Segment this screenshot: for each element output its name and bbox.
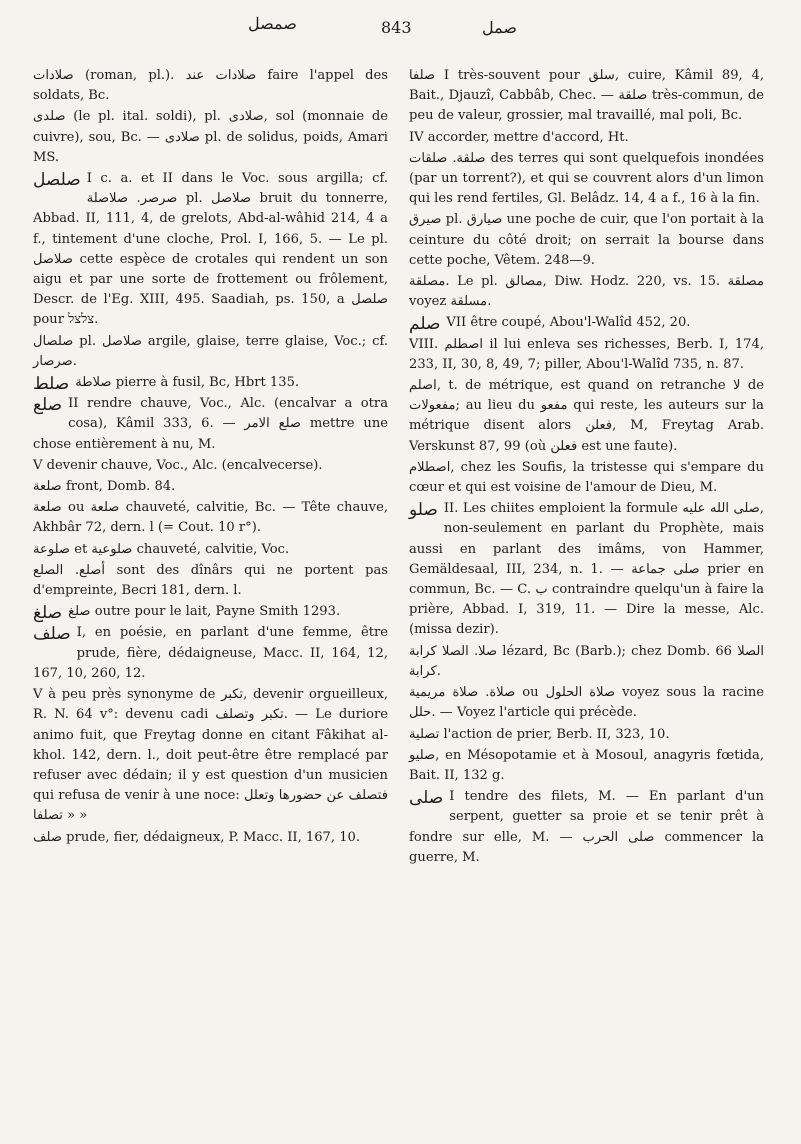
entry-text: صلف prude, fier, dédaigneux, P. Macc. II, 167, 10. (33, 829, 361, 845)
dictionary-entry (409, 787, 764, 868)
dictionary-entry (33, 623, 388, 684)
entry-text: صلادات (roman, pl.). صلادات عند faire l'appel des soldats, Bc. (33, 68, 388, 104)
entry-text: II rendre chauve, Voc., Alc. (encalvar a otra cosa), Kâmil 333, 6. — صلع الامر mettre une chose entièrement à nu, M. (33, 396, 389, 452)
dictionary-entry (409, 66, 764, 127)
entry-headword: صلى (409, 788, 444, 809)
entry-paragraph (33, 107, 388, 168)
dictionary-entry (33, 169, 388, 331)
dictionary-entry (33, 107, 388, 168)
dictionary-entry (409, 272, 764, 312)
running-head-first-word: صمصل (248, 14, 297, 33)
running-head-last-word: صمل (482, 18, 517, 37)
dictionary-entry (409, 128, 764, 148)
entry-paragraph (409, 66, 764, 127)
entry-text: I c. a. et II dans le Voc. sous argilla; cf. صرصر. صلاصلة pl. صلاصل bruit du tonnerre, Abbad. II, 111, 4, de grelots, Abd-al-wâhid 214, 4 a f., tintement d'une cloche, Prol. I, 166, 5. — Le pl. صلاصل cette espèce de crotales qui rendent un son aigu et par une sorte de frottement ou frôlement, Descr. de l'Eg. XIII, 495. Saadiah, ps. 150, a صلصل pour צלצל. (33, 171, 388, 328)
entry-headword: صلغ (33, 603, 63, 624)
dictionary-entry (33, 540, 388, 560)
entry-paragraph (409, 210, 764, 271)
dictionary-entry (409, 149, 764, 210)
entry-paragraph (409, 335, 764, 375)
entry-paragraph (33, 373, 388, 393)
left-column (33, 66, 388, 849)
dictionary-entry (409, 458, 764, 498)
entry-text: صلفا I très-souvent pour سلق, cuire, Kâmil 89, 4, Bait., Djauzî, Cabbâb, Chec. — صلقة très-commun, de peu de valeur, grossier, mal travaillé, mal poli, Bc. (409, 68, 764, 124)
dictionary-entry (33, 498, 388, 538)
entry-text: تصلية l'action de prier, Berb. II, 323, 10. (409, 726, 670, 742)
entry-text: اصطلام, chez les Soufis, la tristesse qui s'empare du cœur et qui est voisine de l'amour de Dieu, M. (409, 459, 764, 496)
dictionary-entry (33, 685, 388, 826)
entry-text: IV accorder, mettre d'accord, Ht. (409, 129, 629, 145)
entry-text: II. Les chiites emploient la formule صلى الله عليه, non-seulement en parlant du Prophète, mais aussi en parlant des imâms, von Hammer, Gemäldesaal, III, 234, n. 1. — صلى جماعة prier en commun, Bc. — C. ب contraindre quelqu'un à faire la prière, Abbad. I, 319, 11. — Dire la messe, Alc. (missa dezir). (409, 501, 765, 638)
entry-text: مصلقة. Le pl. مصالق, Diw. Hodz. 220, vs. 15. مصلقة voyez مسلقة. (409, 274, 765, 310)
dictionary-entry (409, 746, 764, 786)
entry-paragraph (33, 477, 388, 497)
entry-text: صلاة. صلاة مريمية ou صلاة الحلول voyez sous la racine حلل. — Voyez l'article qui précède. (409, 685, 765, 721)
entry-paragraph (33, 602, 388, 622)
dictionary-entry (409, 499, 764, 640)
entry-text: صلعة ou صلعة chauveté, calvitie, Bc. — Tête chauve, Akhbâr 72, dern. l (= Cout. 10 r°). (33, 500, 388, 536)
entry-paragraph (409, 376, 764, 457)
entry-headword: صلط (33, 374, 70, 395)
entry-text: صلغ outre pour le lait, Payne Smith 1293. (68, 604, 341, 620)
entry-text: صليو, en Mésopotamie et à Mosoul, anagyris fœtida, Bait. II, 132 g. (409, 747, 764, 783)
entry-text: صلوعة et صلوعية chauveté, calvitie, Voc. (33, 541, 290, 557)
entry-text: صلصال pl. صلاصل argile, glaise, terre glaise, Voc.; cf. صرصار. (33, 333, 388, 369)
entry-paragraph (33, 561, 388, 601)
entry-text: أصلع. الصلع sont des dînârs qui ne portent pas d'empreinte, Becri 181, dern. l. (33, 562, 388, 599)
entry-text: VIII. اصطلم il lui enleva ses richesses, Berb. I, 174, 233, II, 30, 8, 49, 7; piller, Abou'l-Walîd 735, n. 87. (409, 336, 764, 372)
running-head (0, 14, 801, 44)
entry-paragraph (33, 66, 388, 106)
entry-headword: صلف (33, 624, 71, 645)
entry-paragraph (33, 498, 388, 538)
entry-paragraph (409, 128, 764, 148)
entry-text: صلعة front, Domb. 84. (33, 479, 176, 495)
dictionary-entry (33, 394, 388, 455)
entry-paragraph (33, 623, 388, 684)
right-column (409, 66, 764, 869)
entry-paragraph (33, 540, 388, 560)
entry-headword: صلم (409, 314, 441, 335)
entry-paragraph (409, 642, 764, 682)
entry-text: V devenir chauve, Voc., Alc. (encalvecerse). (33, 457, 323, 473)
entry-text: صلقة. صلقات des terres qui sont quelquefois inondées (par un torrent?), et qui se couvrent alors d'un limon qui les rend fertiles, Gl. Belâdz. 14, 4 a f., 16 à la fin. (409, 150, 764, 207)
entry-paragraph (33, 685, 388, 826)
entry-paragraph (409, 746, 764, 786)
entry-text: صلا. الصلا كرابة lézard, Bc (Barb.); chez Domb. 66 الصلا كرابة. (409, 643, 765, 679)
dictionary-entry (409, 313, 764, 333)
entry-headword: صلو (409, 500, 438, 521)
entry-paragraph (409, 499, 764, 640)
dictionary-entry (33, 456, 388, 476)
entry-paragraph (33, 394, 388, 455)
dictionary-entry (409, 683, 764, 723)
entry-paragraph (409, 272, 764, 312)
entry-text: صيرق pl. صيارق une poche de cuir, que l'on portait à la ceinture du côté droit; on serrait la bourse dans cette poche, Vêtem. 248—9. (409, 212, 765, 268)
entry-paragraph (409, 683, 764, 723)
dictionary-entry (409, 335, 764, 375)
dictionary-entry (33, 477, 388, 497)
dictionary-entry (409, 725, 764, 745)
page-number: 843 (381, 18, 412, 37)
entry-paragraph (33, 828, 388, 848)
entry-text: صلاطة pierre à fusil, Bc, Hbrt 135. (75, 375, 300, 391)
dictionary-entry (33, 602, 388, 622)
entry-headword: صلع (33, 395, 63, 416)
dictionary-entry (409, 642, 764, 682)
dictionary-entry (33, 828, 388, 848)
entry-text: I tendre des filets, M. — En parlant d'un serpent, guetter sa proie et se tenir prêt à fondre sur elle, M. — صلى الحرب commencer la guerre, M. (409, 789, 764, 865)
entry-text: VII être coupé, Abou'l-Walîd 452, 20. (446, 315, 691, 331)
entry-paragraph (409, 787, 764, 868)
entry-paragraph (33, 456, 388, 476)
dictionary-entry (33, 332, 388, 372)
entry-text: صلدى (le pl. ital. soldi), pl. صلادى, sol (monnaie de cuivre), sou, Bc. — صلادى pl. de solidus, poids, Amari MS. (33, 109, 389, 165)
entry-paragraph (409, 458, 764, 498)
entry-paragraph (409, 725, 764, 745)
dictionary-entry (409, 210, 764, 271)
dictionary-entry (33, 66, 388, 106)
entry-text: V à peu près synonyme de تكبر, devenir orgueilleux, R. N. 64 v°: devenu cadi تكبر وتصلف. — Le duriore animo fuit, que Freytag donne en citant Fâkihat al-khol. 142, dern. l., doit peut-être être remplacé par refuser avec dédain; il y est question d'un musicien qui refusa de venir à une noce: فتصلف عن حضورها وتعلل « تصلفا » (33, 687, 389, 824)
dictionary-entry (409, 376, 764, 457)
entry-text: اصلم, t. de métrique, est quand on retranche لا de مفعولات; au lieu du مفعو qui reste, les auteurs sur la métrique disent alors فعلن, M, Freytag Arab. Verskunst 87, 99 (où فعلن est une faute). (409, 378, 764, 454)
entry-paragraph (33, 169, 388, 331)
entry-paragraph (33, 332, 388, 372)
entry-headword: صلصل (33, 170, 81, 191)
dictionary-entry (33, 561, 388, 601)
entry-paragraph (409, 149, 764, 210)
dictionary-entry (33, 373, 388, 393)
entry-paragraph (409, 313, 764, 333)
entry-text: I, en poésie, en parlant d'une femme, être prude, fière, dédaigneuse, Macc. II, 164, 12, 167, 10, 260, 12. (33, 625, 388, 681)
